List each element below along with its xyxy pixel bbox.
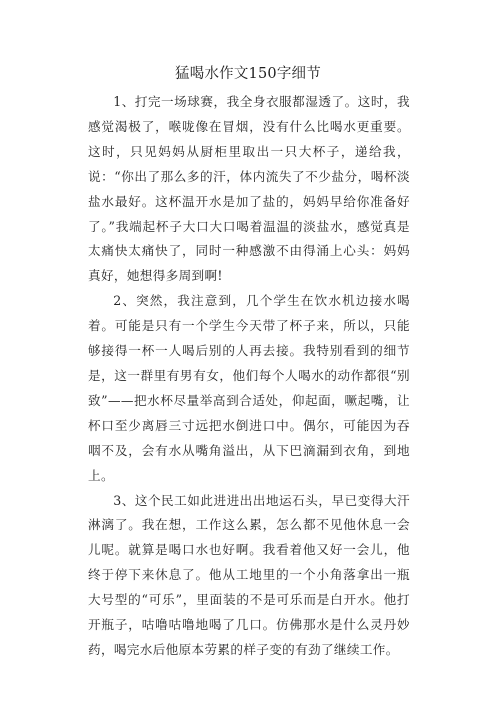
document-body xyxy=(88,90,410,663)
paragraph-3: 3、这个民工如此进进出出地运石头，早已变得大汗淋漓了。我在想，工作这么累，怎么都不见他休息一会儿呢。就算是喝口水也好啊。我看着他又好一会儿，他终于停下来休息了。他从工地里的一个小角落拿出一瓶大号型的“可乐”，里面装的不是可乐而是白开水。他打开瓶子，咕噜咕噜地喝了几口。仿佛那水是什么灵丹妙药，喝完水后他原本劳累的样子变的有劲了继续工作。 xyxy=(88,492,410,657)
paragraph-1: 1、打完一场球赛，我全身衣服都湿透了。这时，我感觉渴极了，喉咙像在冒烟，没有什么比喝水更重要。这时，只见妈妈从厨柜里取出一只大杯子，递给我，说：“你出了那么多的汗，体内流失了不少盐分，喝杯淡盐水最好。这杯温开水是加了盐的，妈妈早给你准备好了。”我端起杯子大口大口喝着温温的淡盐水，感觉真是太痛快太痛快了，同时一种感激不由得涌上心头：妈妈真好，她想得多周到啊! xyxy=(88,94,410,284)
paragraph-2: 2、突然，我注意到，几个学生在饮水机边接水喝着。可能是只有一个学生今天带了杯子来，所以，只能够接得一杯一人喝后别的人再去接。我特别看到的细节是，这一群里有男有女，他们每个人喝水的动作都很“别致”——把水杯尽量举高到合适处，仰起面，噘起嘴，让杯口至少离唇三寸远把水倒进口中。偶尔，可能因为吞咽不及，会有水从嘴角溢出，从下巴滴漏到衣角，到地上。 xyxy=(88,293,410,483)
document-title: 猛喝水作文150字细节 xyxy=(175,66,321,82)
